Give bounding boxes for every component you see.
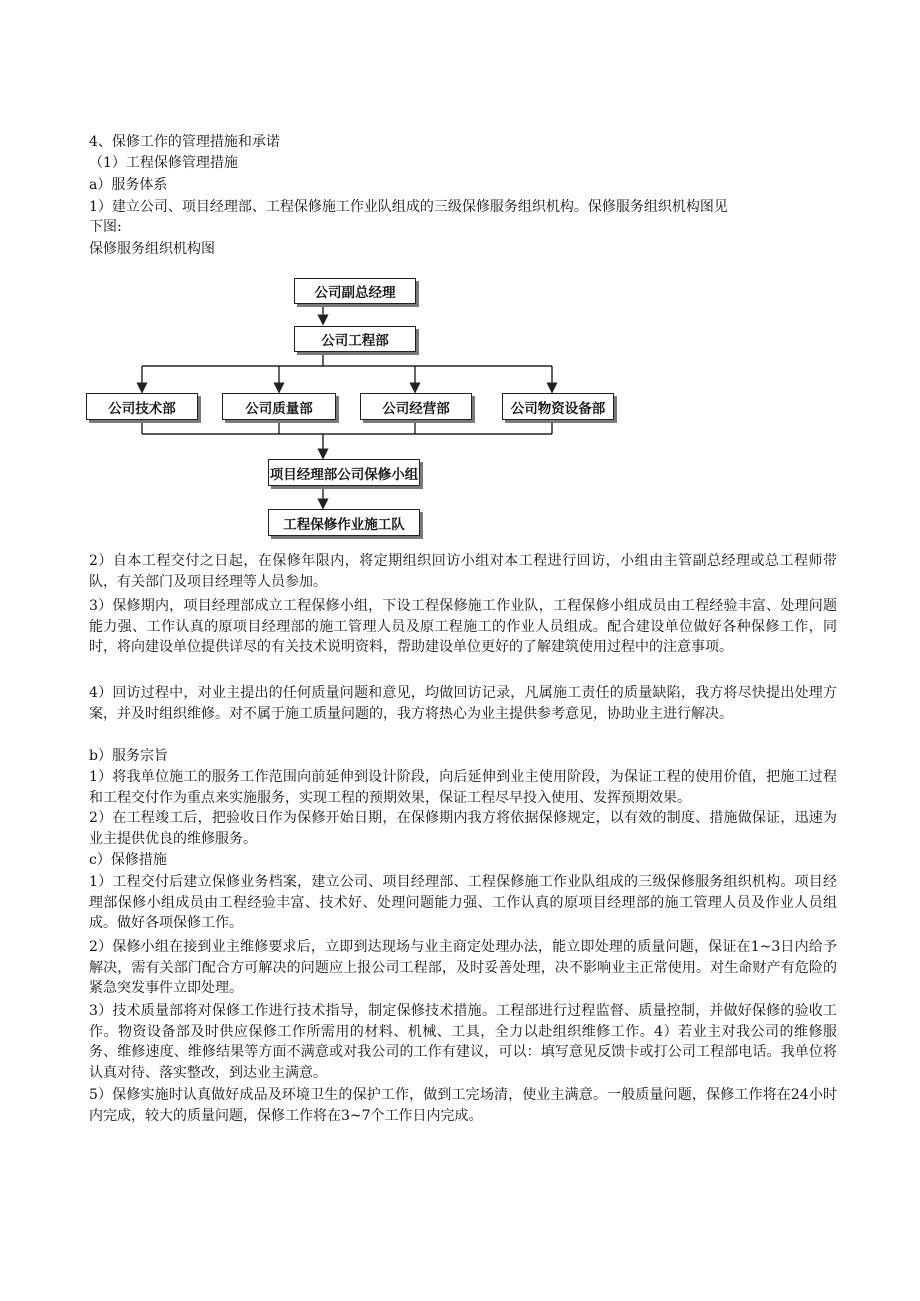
- subsection-heading: （1）工程保修管理措施: [89, 155, 238, 171]
- paragraph: 3）技术质量部将对保修工作进行技术指导，制定保修技术措施。工程部进行过程监督、质量控制，并做好保修的验收工作。物资设备部及时供应保修工作所需用的材料、机械、工具，全力以赴组织维修工作。4）若业主对我公司的维修服务、维修速度、维修结果等方面不满意或对我公司的工作有建议，可以：填写意见反馈卡或打公司工程部电话。我单位将认真对待、落实整改，到达业主满意。: [89, 1003, 837, 1081]
- org-box-business-dept: 公司经营部: [360, 393, 472, 420]
- figure-caption: 保修服务组织机构图: [89, 241, 215, 257]
- org-chart: [82, 268, 622, 548]
- org-box-materials-dept: 公司物资设备部: [502, 393, 614, 420]
- item-heading-service-tenet: b）服务宗旨: [89, 748, 168, 764]
- paragraph-line: 1）建立公司、项目经理部、工程保修施工作业队组成的三级保修服务组织机构。保修服务组织机构图见: [89, 199, 728, 215]
- paragraph: 2）自本工程交付之日起，在保修年限内，将定期组织回访小组对本工程进行回访，小组由主管副总经理或总工程师带队，有关部门及项目经理等人员参加。: [89, 553, 837, 590]
- org-box-deputy-gm: 公司副总经理: [294, 278, 416, 304]
- paragraph: 1）将我单位施工的服务工作范围向前延伸到设计阶段，向后延伸到业主使用阶段，为保证工程的使用价值，把施工过程和工程交付作为重点来实施服务，实现工程的预期效果，保证工程尽早投入使用、发挥预期效果。: [89, 769, 837, 806]
- item-heading-service-system: a）服务体系: [89, 177, 168, 193]
- section-heading: 4、保修工作的管理措施和承诺: [89, 134, 280, 150]
- paragraph: 1）工程交付后建立保修业务档案，建立公司、项目经理部、工程保修施工作业队组成的三级保修服务组织机构。项目经理部保修小组成员由工程经验丰富、技术好、处理问题能力强、工作认真的原项目经理部的施工管理人员及作业人员组成。做好各项保修工作。: [89, 874, 837, 932]
- paragraph: 5）保修实施时认真做好成品及环境卫生的保护工作，做到工完场清，使业主满意。一般质量问题，保修工作将在24小时内完成，较大的质量问题，保修工作将在3~7个工作日内完成。: [89, 1087, 837, 1124]
- org-box-work-team: 工程保修作业施工队: [268, 509, 420, 536]
- org-box-technical-dept: 公司技术部: [86, 393, 198, 420]
- org-box-quality-dept: 公司质量部: [222, 393, 336, 420]
- paragraph: 4）回访过程中，对业主提出的任何质量问题和意见，均做回访记录，凡属施工责任的质量缺陷，我方将尽快提出处理方案，并及时组织维修。对不属于施工质量问题的，我方将热心为业主提供参考意见，协助业主进行解决。: [89, 685, 837, 722]
- paragraph: 2）在工程竣工后，把验收日作为保修开始日期，在保修期内我方将依据保修规定，以有效的制度、措施做保证，迅速为业主提供优良的维修服务。: [89, 810, 837, 847]
- org-box-maintenance-group: 项目经理部公司保修小组: [268, 459, 420, 486]
- paragraph: 2）保修小组在接到业主维修要求后，立即到达现场与业主商定处理办法，能立即处理的质量问题，保证在1~3日内给予解决，需有关部门配合方可解决的问题应上报公司工程部，及时妥善处理，决不影响业主正常使用。对生命财产有危险的紧急突发事件立即处理。: [89, 939, 837, 997]
- paragraph-line: 下图:: [89, 219, 122, 235]
- item-heading-maintenance-measures: c）保修措施: [89, 852, 167, 868]
- paragraph: 3）保修期内，项目经理部成立工程保修小组，下设工程保修施工作业队，工程保修小组成员由工程经验丰富、处理问题能力强、工作认真的原项目经理部的施工管理人员及原工程施工的作业人员组成。配合建设单位做好各种保修工作，同时，将向建设单位提供详尽的有关技术说明资料，帮助建设单位更好的了解建筑使用过程中的注意事项。: [89, 598, 837, 656]
- org-box-engineering-dept: 公司工程部: [294, 326, 416, 352]
